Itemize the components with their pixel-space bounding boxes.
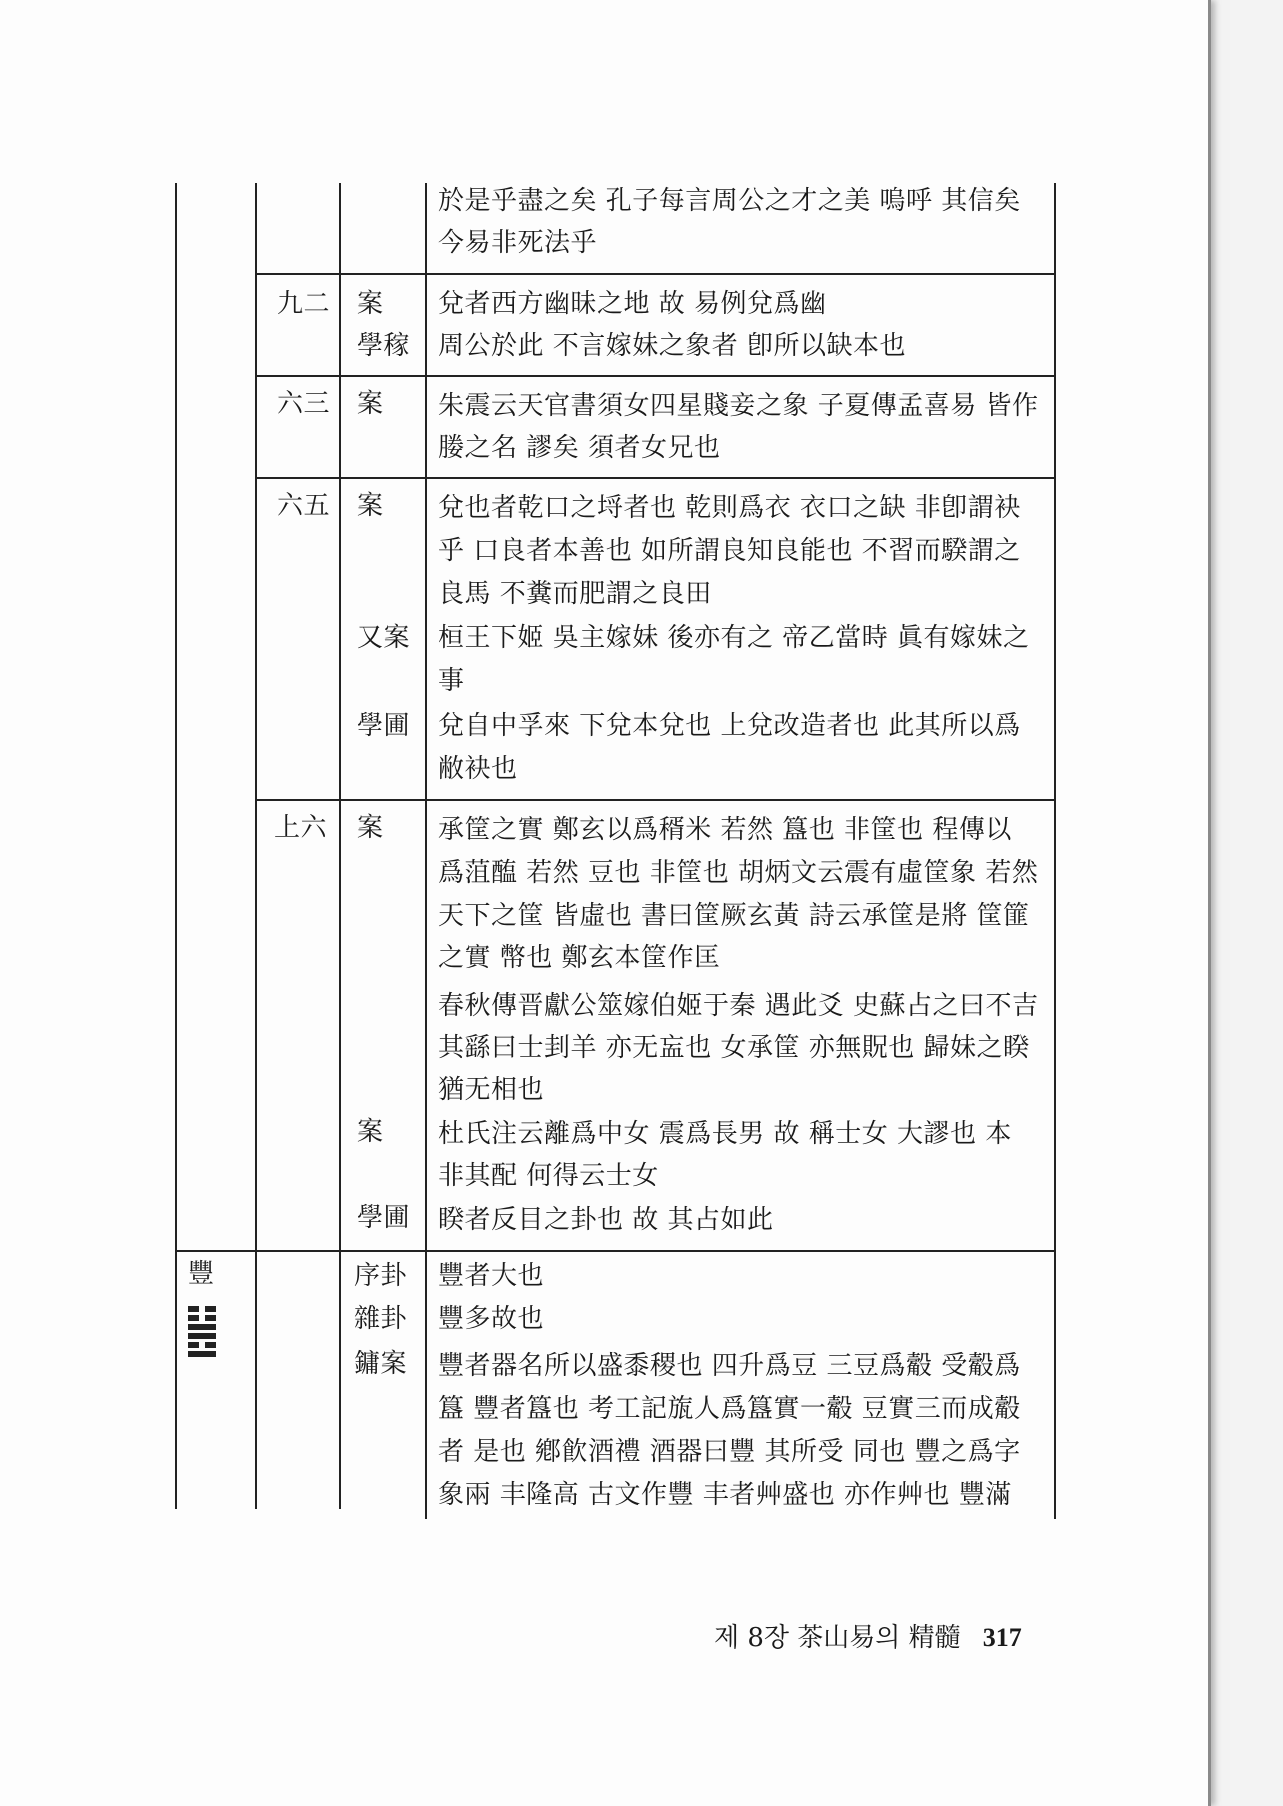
row-rule (255, 799, 1056, 801)
text-line: 簋 豐者簋也 考工記旊人爲簋實一觳 豆實三而成觳 (438, 1394, 1021, 1424)
line-label: 九二 (277, 289, 331, 319)
text-line: 豐多故也 (438, 1304, 545, 1334)
note-label: 案 (357, 1117, 384, 1147)
text-line: 周公於此 不言嫁妹之象者 卽所以缺本也 (438, 331, 907, 361)
text-line: 非其配 何得云士女 (438, 1161, 659, 1191)
text-line: 猶无相也 (438, 1075, 545, 1105)
row-rule (255, 273, 1056, 275)
text-line: 者 是也 鄕飮酒禮 酒器曰豐 其所受 同也 豐之爲字 (438, 1437, 1021, 1467)
row-rule (255, 477, 1056, 479)
text-line: 爲菹醢 若然 豆也 非筐也 胡炳文云震有虛筐象 若然 (438, 858, 1039, 888)
hexagram-line (188, 1333, 216, 1339)
text-line: 兌也者乾口之埒者也 乾則爲衣 衣口之缺 非卽謂袂 (438, 493, 1021, 523)
line-label: 六三 (277, 389, 331, 419)
text-line: 媵之名 謬矣 須者女兄也 (438, 433, 721, 463)
note-label: 案 (357, 389, 384, 419)
table-divider-text-col (425, 183, 427, 1519)
hexagram-solid-bar (188, 1333, 216, 1339)
note-label: 序卦 (354, 1261, 408, 1291)
table-border-right (1054, 183, 1056, 1519)
text-line: 天下之筐 皆虛也 書曰筐厥玄黃 詩云承筐是將 筐篚 (438, 901, 1030, 931)
hexagram-line (188, 1315, 216, 1321)
note-label: 又案 (357, 623, 411, 653)
text-line: 今易非死法乎 (438, 228, 598, 258)
text-line: 豐者大也 (438, 1261, 545, 1291)
text-line: 事 (438, 666, 465, 696)
table-border-left (175, 183, 177, 1509)
text-line: 其繇曰士刲羊 亦无衁也 女承筐 亦無貺也 歸妹之睽 (438, 1033, 1030, 1063)
note-label: 學圃 (357, 1203, 411, 1233)
hexagram-broken-bar (188, 1342, 199, 1348)
text-line: 春秋傳晋獻公筮嫁伯姬于秦 遇此爻 史蘇占之曰不吉 (438, 991, 1039, 1021)
text-line: 兌者西方幽昧之地 故 易例兌爲幽 (438, 289, 827, 319)
chapter-title: 제 8장 茶山易의 精髓 (714, 1623, 961, 1653)
page-footer (714, 1617, 1022, 1654)
hexagram-line (188, 1351, 216, 1357)
text-line: 豐者器名所以盛黍稷也 四升爲豆 三豆爲觳 受觳爲 (438, 1351, 1021, 1381)
text-line: 朱震云天官書須女四星賤妾之象 子夏傳孟喜易 皆作 (438, 391, 1039, 421)
note-label: 雜卦 (354, 1304, 408, 1334)
hexagram-broken-bar (205, 1315, 216, 1321)
note-label: 學圃 (357, 711, 411, 741)
table-divider-line-col (255, 183, 257, 1509)
hexagram-name: 豐 (188, 1259, 215, 1289)
text-line: 桓王下姬 吳主嫁妹 後亦有之 帝乙當時 眞有嫁妹之 (438, 623, 1030, 653)
hexagram-solid-bar (188, 1351, 216, 1357)
text-line: 兌自中孚來 下兌本兌也 上兌改造者也 此其所以爲 (438, 711, 1021, 741)
text-line: 睽者反目之卦也 故 其占如此 (438, 1205, 774, 1235)
note-label: 案 (357, 289, 384, 319)
hexagram-line (188, 1306, 216, 1312)
note-label: 案 (357, 491, 384, 521)
row-rule (175, 1250, 1056, 1252)
text-line: 良馬 不糞而肥謂之良田 (438, 579, 712, 609)
note-label: 學稼 (357, 331, 411, 361)
text-line: 於是乎盡之矣 孔子每言周公之才之美 嗚呼 其信矣 (438, 186, 1021, 216)
line-label: 上六 (274, 813, 328, 843)
hexagram-broken-bar (188, 1315, 199, 1321)
hexagram-broken-bar (205, 1306, 216, 1312)
table-divider-label-col (339, 183, 341, 1509)
hexagram-broken-bar (205, 1342, 216, 1348)
note-label: 案 (357, 813, 384, 843)
text-line: 承筐之實 鄭玄以爲稰米 若然 簋也 非筐也 程傳以 (438, 815, 1012, 845)
note-label: 鏞案 (354, 1349, 408, 1379)
text-line: 象兩 丰隆高 古文作豐 丰者艸盛也 亦作艸也 豐滿 (438, 1480, 1012, 1510)
text-line: 之實 幣也 鄭玄本筐作匡 (438, 943, 721, 973)
hexagram-line (188, 1342, 216, 1348)
text-line: 敝袂也 (438, 754, 518, 784)
hexagram-broken-bar (188, 1306, 199, 1312)
text-line: 乎 口良者本善也 如所謂良知良能也 不習而騤謂之 (438, 536, 1021, 566)
page-number: 317 (982, 1623, 1022, 1652)
hexagram-solid-bar (188, 1324, 216, 1330)
hexagram-line (188, 1324, 216, 1330)
text-line: 杜氏注云離爲中女 震爲長男 故 稱士女 大謬也 本 (438, 1119, 1012, 1149)
line-label: 六五 (277, 491, 331, 521)
row-rule (255, 375, 1056, 377)
